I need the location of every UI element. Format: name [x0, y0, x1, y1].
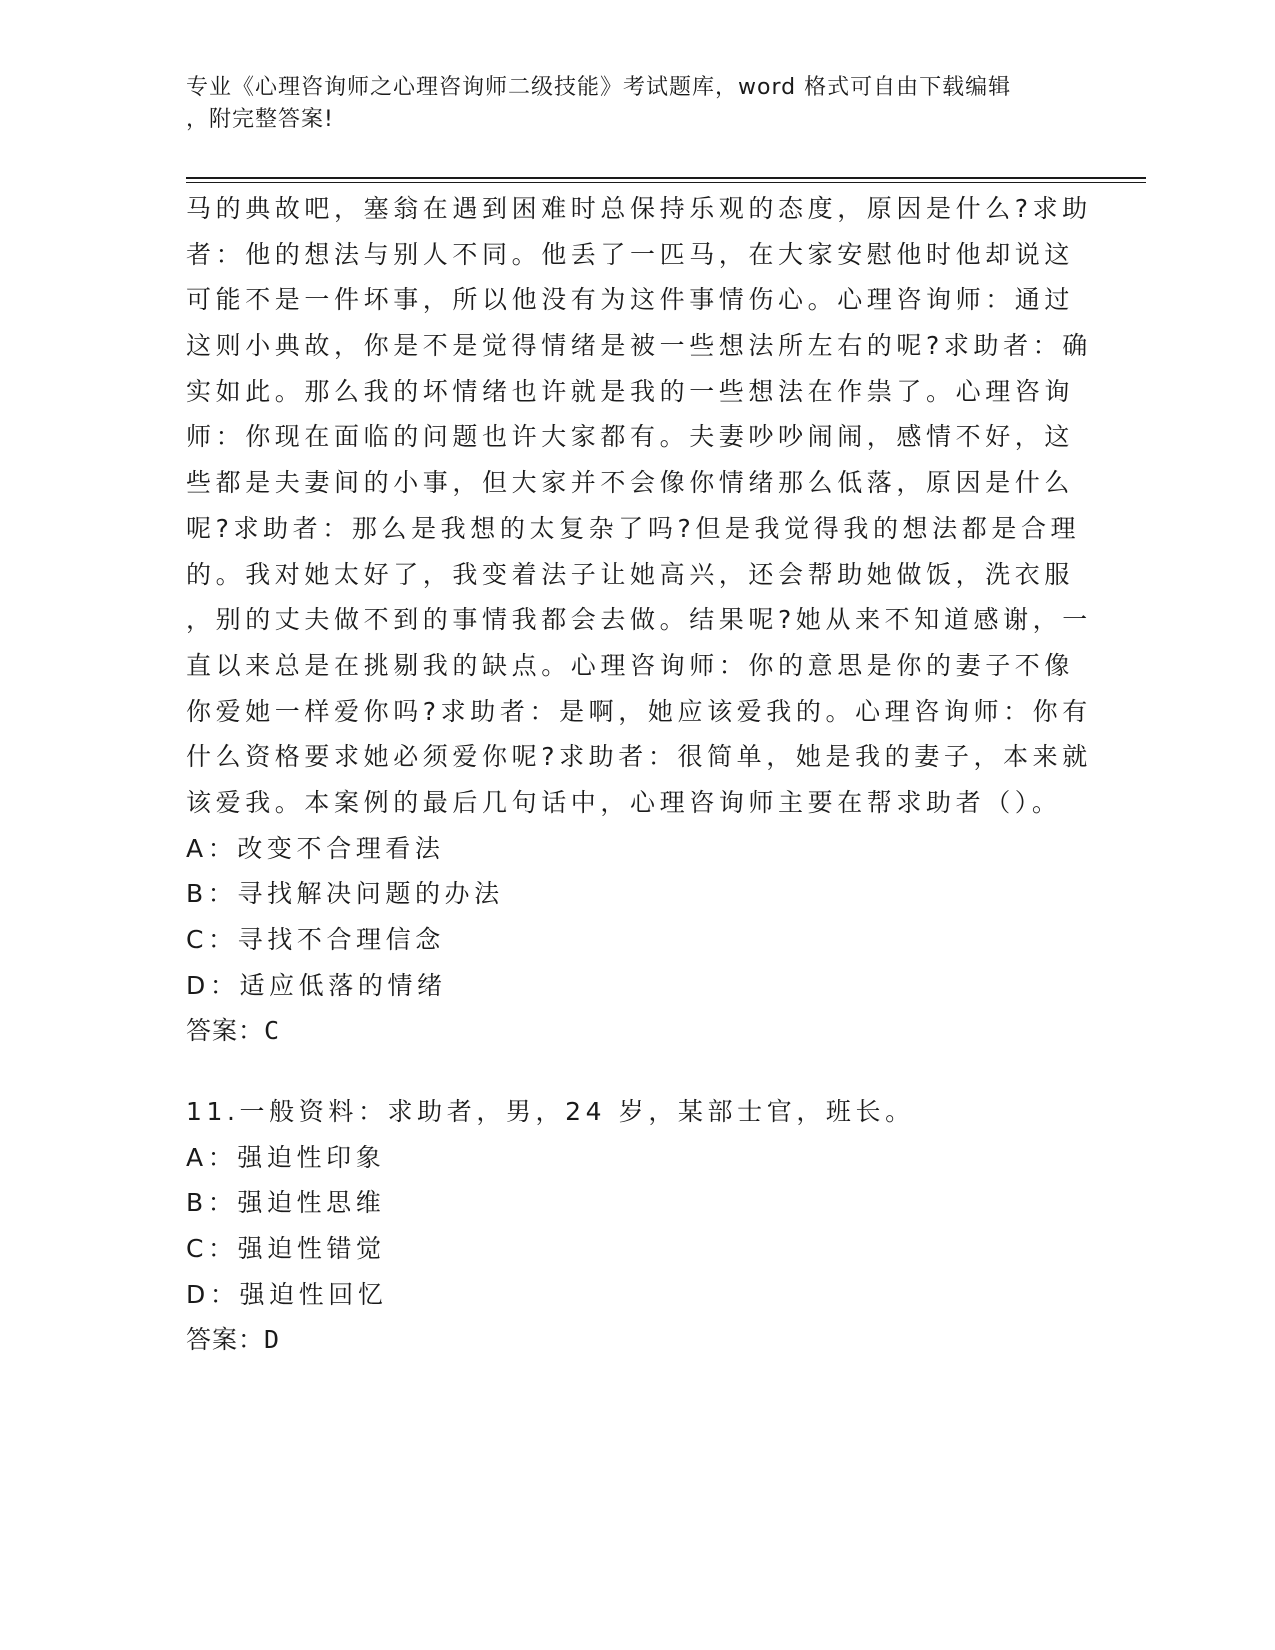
question-stem-line: ，别的丈夫做不到的事情我都会去做。结果呢?她从来不知道感谢，一 [186, 605, 1092, 635]
question-stem-line: 的。我对她太好了，我变着法子让她高兴，还会帮助她做饭，洗衣服 [186, 559, 1075, 589]
question-stem-line: 马的典故吧，塞翁在遇到困难时总保持乐观的态度，原因是什么?求助 [186, 194, 1092, 223]
question-stem-line: 些都是夫妻间的小事，但大家并不会像你情绪那么低落，原因是什么 [186, 468, 1075, 498]
question-stem-line: 直以来总是在挑剔我的缺点。心理咨询师：你的意思是你的妻子不像 [186, 650, 1075, 680]
question-10 [186, 186, 1092, 1054]
option-d: D：强迫性回忆 [186, 1279, 388, 1309]
header-title-line-1: 专业《心理咨询师之心理咨询师二级技能》考试题库，word 格式可自由下载编辑 [186, 75, 1012, 100]
option-a: A：改变不合理看法 [186, 833, 445, 863]
question-stem-line: 该爱我。本案例的最后几句话中，心理咨询师主要在帮求助者（）。 [186, 787, 1062, 817]
question-stem-line: 可能不是一件坏事，所以他没有为这件事情伤心。心理咨询师：通过 [186, 285, 1075, 315]
question-11 [186, 1089, 1066, 1363]
header-divider-thin [186, 182, 1146, 183]
answer-label: 答案：C [186, 1016, 281, 1046]
header-divider-thick [186, 177, 1146, 179]
question-stem-line: 你爱她一样爱你吗?求助者：是啊，她应该爱我的。心理咨询师：你有 [186, 696, 1092, 726]
answer-label: 答案：D [186, 1325, 281, 1355]
question-stem-line: 什么资格要求她必须爱你呢?求助者：很简单，她是我的妻子，本来就 [186, 742, 1092, 772]
option-d: D：适应低落的情绪 [186, 970, 447, 1000]
question-stem-line: 实如此。那么我的坏情绪也许就是我的一些想法在作祟了。心理咨询 [186, 376, 1075, 406]
option-c: C：寻找不合理信念 [186, 925, 445, 954]
option-b: B：强迫性思维 [186, 1188, 386, 1218]
question-stem-line: 师：你现在面临的问题也许大家都有。夫妻吵吵闹闹，感情不好，这 [186, 422, 1075, 452]
header-title-line-2: ，附完整答案! [186, 107, 334, 132]
question-stem-line: 者：他的想法与别人不同。他丢了一匹马，在大家安慰他时他却说这 [186, 239, 1075, 269]
document-header [186, 72, 1086, 136]
question-stem-line: 这则小典故，你是不是觉得情绪是被一些想法所左右的呢?求助者：确 [186, 331, 1092, 361]
option-b: B：寻找解决问题的办法 [186, 879, 504, 909]
option-c: C：强迫性错觉 [186, 1234, 386, 1264]
question-stem-line: 11.一般资料：求助者，男，24 岁，某部士官，班长。 [186, 1097, 915, 1126]
question-stem-line: 呢?求助者：那么是我想的太复杂了吗?但是我觉得我的想法都是合理 [186, 513, 1081, 543]
option-a: A：强迫性印象 [186, 1142, 386, 1172]
